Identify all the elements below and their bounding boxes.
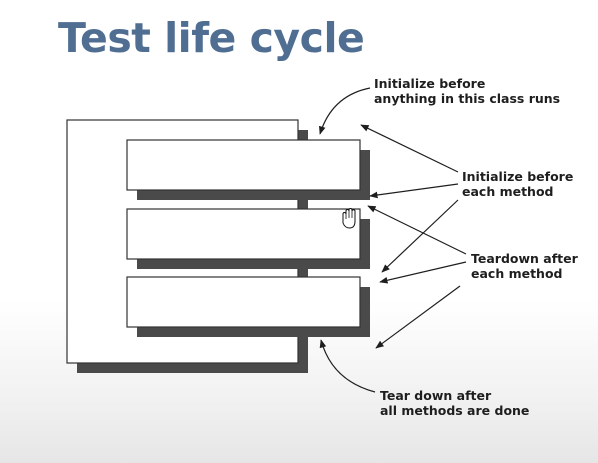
annotation-class-teardown [380, 388, 529, 418]
arrow-method-init-1 [361, 125, 458, 172]
annotation-method-init-line-1: Initialize before [462, 169, 574, 184]
annotation-method-teardown [471, 251, 578, 281]
annotation-class-init-line-1: Initialize before [374, 76, 486, 91]
annotation-class-init [374, 76, 560, 106]
method-box-3 [127, 277, 360, 327]
method-box-2 [127, 209, 360, 259]
arrow-method-init-3 [382, 200, 458, 272]
page-title: Test life cycle [58, 14, 365, 62]
annotation-class-teardown-line-1: Tear down after [380, 388, 492, 403]
method-box-1 [127, 140, 360, 190]
annotation-method-teardown-line-1: Teardown after [471, 251, 578, 266]
arrow-class-init [320, 88, 370, 134]
annotation-method-init [462, 169, 573, 199]
arrow-method-teardown-3 [376, 286, 460, 348]
arrow-method-teardown-2 [380, 262, 466, 282]
annotation-method-init-line-2: each method [462, 184, 554, 199]
arrow-method-init-2 [370, 184, 458, 196]
arrow-class-teardown [321, 340, 375, 392]
arrow-method-teardown-1 [368, 206, 466, 254]
annotation-class-init-line-2: anything in this class runs [374, 91, 561, 106]
annotation-class-teardown-line-2: all methods are done [380, 403, 530, 418]
annotation-method-teardown-line-2: each method [471, 266, 563, 281]
